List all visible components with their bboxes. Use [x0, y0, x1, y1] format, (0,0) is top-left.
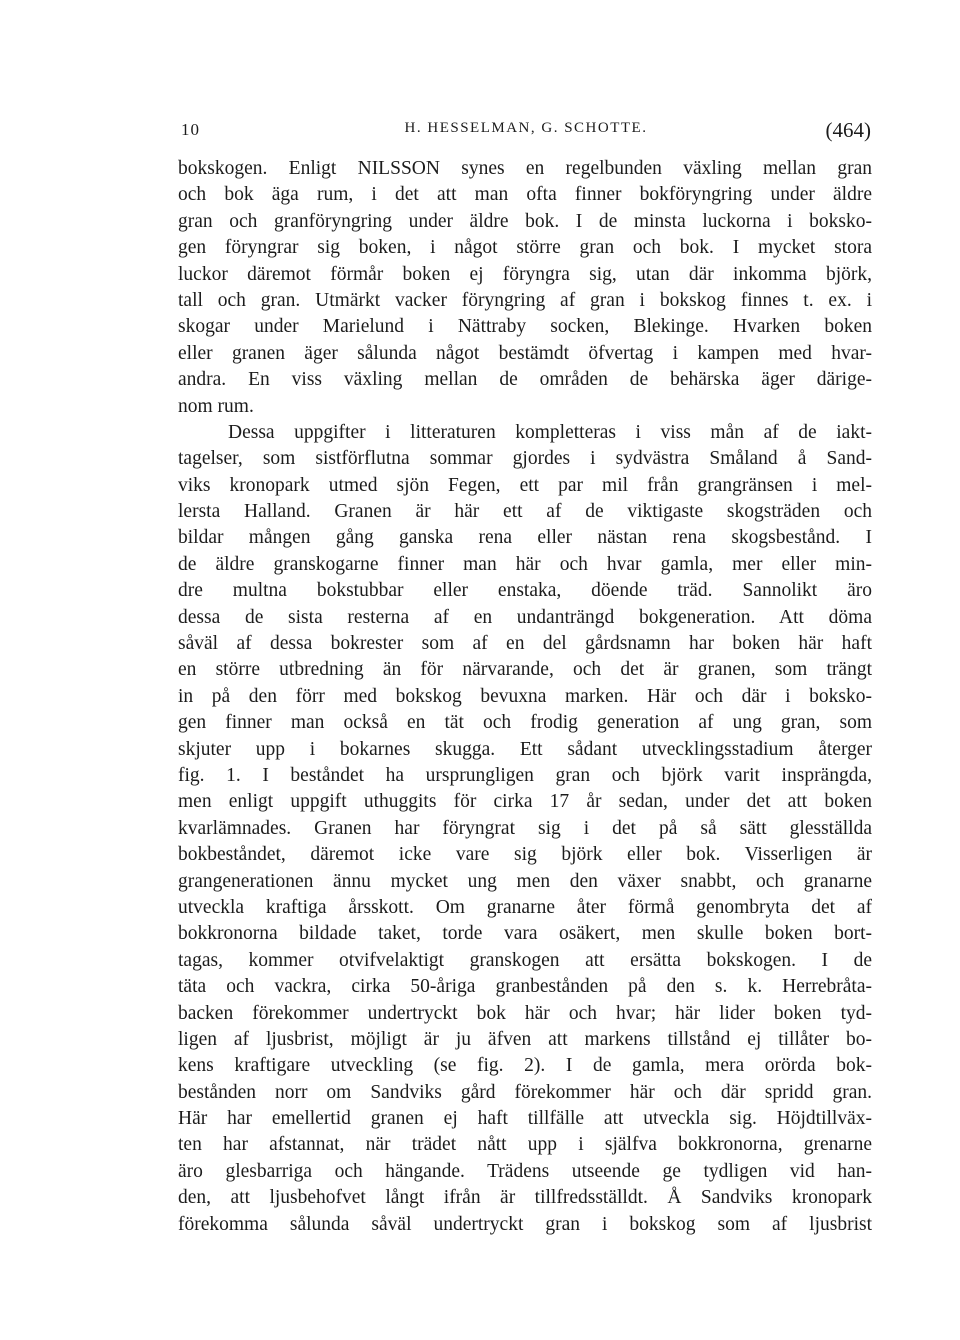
text-line: bokskogen. Enligt NILSSON synes en regelbunden växling mellan gran [178, 158, 872, 179]
text-line: bestånden norr om Sandviks gård förekommer här och där spridd gran. [178, 1081, 872, 1103]
running-head: H. HESSELMAN, G. SCHOTTE. [404, 120, 648, 136]
text-line: lersta Halland. Granen är här ett af de viktigaste skogsträden och [178, 501, 872, 523]
text-line: eller granen äger sålunda något bestämdt öfvertag i kampen med hvar- [178, 342, 872, 364]
text-line: såväl af dessa bokrester som af en del gårdsnamn har boken här haft [178, 633, 872, 655]
text-line: de äldre granskogarne finner man här och hvar gamla, mer eller min- [178, 553, 872, 575]
text-line: men enligt uppgift uthuggits för cirka 17 år sedan, under det att boken [178, 791, 872, 813]
text-line: den, att ljusbehofvet långt ifrån är tillfredsställdt. Å Sandviks kronopark [178, 1187, 872, 1209]
text-line: Här har emellertid granen ej haft tillfälle att utveckla sig. Höjdtillväx- [178, 1108, 872, 1130]
text-line: gran och granföryngring under äldre bok. I de minsta luckorna i boksko- [178, 210, 872, 232]
text-line: bokbeståndet, däremot icke vare sig björk eller bok. Visserligen är [178, 844, 872, 866]
body-text [178, 156, 872, 1238]
text-line: gen finner man också en tät och frodig generation af ung gran, som [178, 712, 872, 734]
text-line: förekomma sålunda såväl undertryckt gran i bokskog som af ljusbrist [178, 1213, 872, 1235]
text-line: viks kronopark utmed sjön Fegen, ett par mil från grangränsen i mel- [178, 474, 872, 496]
text-line: tall och gran. Utmärkt vacker föryngring af gran i bokskog finnes t. ex. i [178, 289, 872, 311]
text-line: och bok äga rum, i det att man ofta finner bokföryngring under äldre [178, 184, 872, 206]
text-line: kens kraftigare utveckling (se fig. 2). I de gamla, mera orörda bok- [178, 1055, 872, 1077]
text-line: kvarlämnades. Granen har föryngrat sig i det på så sätt glesställda [178, 817, 872, 839]
text-line: fig. 1. I beståndet ha ursprungligen gran och björk varit insprängda, [178, 764, 872, 786]
text-line: en större utbredning än för närvarande, och det är granen, som trängt [178, 659, 872, 681]
text-line: ligen af ljusbrist, möjligt är ju äfven att markens tillstånd ej tillåter bo- [178, 1028, 872, 1050]
text-line: bildar mången gång ganska rena eller nästan rena skogsbestånd. I [178, 527, 872, 549]
text-line: grangenerationen ännu mycket ung men den växer snabbt, och granarne [178, 870, 872, 892]
text-line: andra. En viss växling mellan de områden de behärska äger därige- [178, 369, 872, 391]
text-line: luckor däremot förmår boken ej föryngra sig, utan där inkomma björk, [178, 263, 872, 285]
text-line: in på den förr med bokskog bevuxna marken. Här och där i boksko- [178, 685, 872, 707]
text-line: tagelser, som sistförflutna sommar gjordes i sydvästra Småland å Sand- [178, 448, 872, 470]
text-line: tagas, kommer otvifvelaktigt granskogen att ersätta bokskogen. I de [178, 949, 872, 971]
text-line: dessa de sista resterna af en undanträngd bokgeneration. Att döma [178, 606, 872, 628]
text-line: ten har afstannat, när trädet nått upp i själfva bokkronorna, grenarne [178, 1134, 872, 1156]
text-line: nom rum. [178, 395, 254, 417]
text-line: backen förekommer undertryckt bok här och hvar; här lider boken tyd- [178, 1002, 872, 1024]
text-line: skogar under Marielund i Nättraby socken, Blekinge. Hvarken boken [178, 316, 872, 338]
text-line: täta och vackra, cirka 50-åriga granbestånden på den s. k. Herrebråta- [178, 976, 872, 998]
text-line: skjuter upp i bokarnes skugga. Ett sådant utvecklingsstadium återger [178, 738, 872, 760]
paragraph-first-line: Dessa uppgifter i litteraturen kompletteras i viss mån af de iakt- [228, 421, 872, 443]
text-line: utveckla kraftiga årsskott. Om granarne åter förmå genombryta det af [178, 896, 872, 918]
page-header [181, 118, 871, 148]
text-line: dre multna bokstubbar eller enstaka, döende träd. Sannolikt äro [178, 580, 872, 602]
publication-number: (464) [825, 118, 871, 142]
text-line: äro glesbarriga och hängande. Trädens utseende ge tydligen vid han- [178, 1160, 872, 1182]
text-line: gen föryngrar sig boken, i något större gran och bok. I mycket stora [178, 237, 872, 259]
page-number: 10 [181, 120, 200, 139]
text-line: bokkronorna bildade taket, torde vara osäkert, men skulle boken bort- [178, 923, 872, 945]
